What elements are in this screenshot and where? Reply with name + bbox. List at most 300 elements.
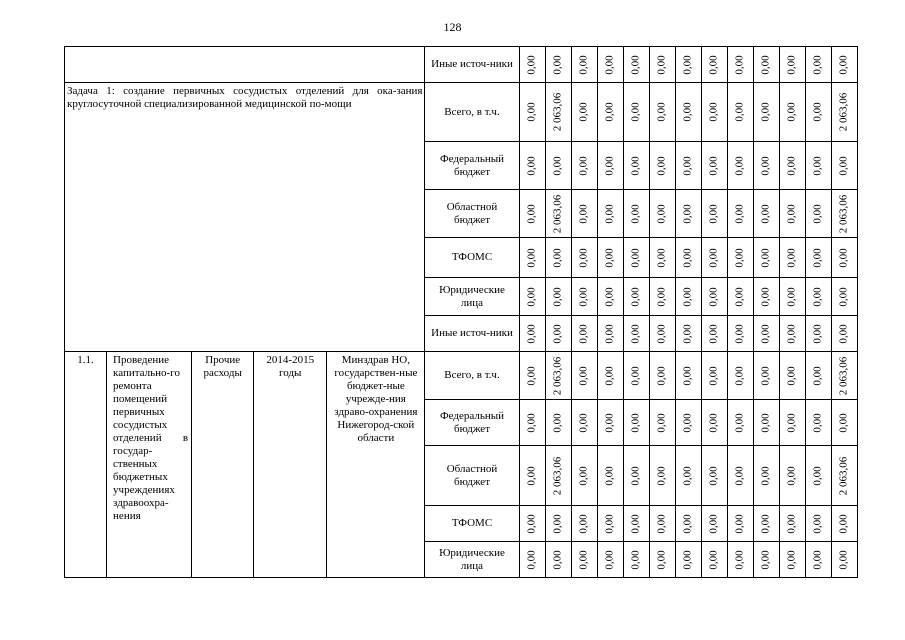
amount-value: 0,00 [759,247,772,268]
amount-cell [597,238,623,278]
amount-value: 2 063,06 [551,356,564,395]
amount-cell [597,47,623,83]
amount-cell [701,83,727,142]
amount-cell [519,446,545,506]
period: 2014-2015 годы [254,352,327,578]
amount-value: 0,00 [785,465,798,486]
amount-value: 0,00 [759,465,772,486]
amount-value: 0,00 [551,323,564,344]
amount-cell [779,506,805,542]
amount-cell [727,142,753,190]
amount-cell [675,190,701,238]
amount-cell [701,542,727,578]
amount-cell [545,142,571,190]
amount-value: 0,00 [603,54,616,75]
amount-cell [675,400,701,446]
amount-value: 0,00 [629,323,642,344]
amount-cell [675,316,701,352]
amount-value: 0,00 [785,54,798,75]
amount-cell [779,190,805,238]
amount-cell [597,446,623,506]
amount-value: 0,00 [655,247,668,268]
amount-cell [675,83,701,142]
amount-cell [753,352,779,400]
amount-value: 0,00 [759,513,772,534]
amount-value: 0,00 [603,465,616,486]
amount-cell [597,506,623,542]
amount-value: 0,00 [733,323,746,344]
amount-cell [571,238,597,278]
amount-value: 0,00 [785,513,798,534]
amount-value: 0,00 [655,412,668,433]
amount-cell [753,83,779,142]
amount-value: 0,00 [551,247,564,268]
amount-value: 0,00 [577,323,590,344]
amount-cell [649,83,675,142]
amount-cell [727,506,753,542]
amount-value: 0,00 [811,203,824,224]
funding-source: ТФОМС [425,506,519,542]
amount-cell [831,316,857,352]
amount-cell [571,83,597,142]
amount-value: 0,00 [525,286,538,307]
amount-cell [545,278,571,316]
amount-cell [519,190,545,238]
amount-cell [831,83,857,142]
amount-cell [805,190,831,238]
amount-cell [701,506,727,542]
funding-source: Федеральный бюджет [425,142,519,190]
amount-cell [597,83,623,142]
funding-source: Федеральный бюджет [425,400,519,446]
amount-cell [545,506,571,542]
amount-value: 0,00 [733,155,746,176]
amount-cell [753,506,779,542]
amount-value: 0,00 [707,155,720,176]
page-number: 128 [443,20,462,34]
amount-value: 0,00 [655,286,668,307]
amount-value: 0,00 [603,513,616,534]
amount-value: 0,00 [525,54,538,75]
amount-value: 0,00 [655,465,668,486]
amount-value: 0,00 [551,513,564,534]
amount-value: 0,00 [603,203,616,224]
amount-value: 0,00 [577,365,590,386]
amount-cell [701,47,727,83]
blank-cell [65,47,425,83]
amount-value: 0,00 [837,247,850,268]
amount-value: 0,00 [811,465,824,486]
amount-cell [675,542,701,578]
amount-value: 0,00 [603,102,616,122]
amount-cell [623,83,649,142]
amount-value: 0,00 [759,203,772,224]
amount-cell [649,352,675,400]
amount-cell [571,278,597,316]
amount-cell [571,190,597,238]
funding-source: Областной бюджет [425,190,519,238]
amount-cell [779,238,805,278]
amount-cell [753,278,779,316]
amount-value: 0,00 [785,365,798,386]
amount-cell [675,278,701,316]
amount-value: 2 063,06 [837,456,850,495]
amount-value: 0,00 [603,365,616,386]
amount-cell [519,506,545,542]
amount-value: 0,00 [525,465,538,486]
item-name: Проведение капитально-го ремонта помещений первичных сосудистых отделений в государ-ственных бюджетных учреждениях здравоохра-нения [107,352,192,578]
amount-value: 0,00 [603,155,616,176]
amount-cell [649,142,675,190]
amount-value: 0,00 [681,365,694,386]
amount-cell [623,352,649,400]
amount-value: 0,00 [525,323,538,344]
amount-cell [753,238,779,278]
amount-cell [545,446,571,506]
amount-cell [649,542,675,578]
amount-value: 0,00 [759,412,772,433]
amount-cell [805,83,831,142]
amount-value: 2 063,06 [551,456,564,495]
amount-value: 2 063,06 [551,194,564,233]
amount-cell [727,400,753,446]
amount-value: 0,00 [603,286,616,307]
amount-cell [571,47,597,83]
amount-value: 0,00 [629,465,642,486]
amount-cell [701,278,727,316]
amount-value: 0,00 [525,365,538,386]
funding-source: Иные источ-ники [425,47,519,83]
amount-cell [727,83,753,142]
amount-cell [831,506,857,542]
amount-cell [597,142,623,190]
amount-cell [519,316,545,352]
amount-cell [753,47,779,83]
amount-cell [779,142,805,190]
amount-cell [701,190,727,238]
funding-source: Юридические лица [425,542,519,578]
amount-value: 0,00 [681,54,694,75]
amount-cell [831,446,857,506]
amount-value: 0,00 [733,286,746,307]
amount-value: 0,00 [655,155,668,176]
amount-cell [727,238,753,278]
amount-cell [701,446,727,506]
amount-value: 0,00 [733,465,746,486]
amount-value: 0,00 [577,203,590,224]
amount-value: 0,00 [759,365,772,386]
amount-cell [649,316,675,352]
amount-value: 0,00 [629,286,642,307]
amount-cell [545,47,571,83]
amount-cell [753,316,779,352]
amount-value: 0,00 [837,323,850,344]
amount-value: 0,00 [603,549,616,570]
amount-cell [519,542,545,578]
amount-cell [623,47,649,83]
amount-value: 0,00 [707,549,720,570]
amount-cell [623,446,649,506]
amount-cell [519,278,545,316]
amount-value: 0,00 [681,465,694,486]
amount-value: 0,00 [525,412,538,433]
amount-value: 0,00 [655,102,668,122]
amount-value: 0,00 [551,412,564,433]
amount-value: 0,00 [629,54,642,75]
amount-value: 0,00 [707,203,720,224]
amount-value: 0,00 [733,513,746,534]
amount-cell [519,83,545,142]
amount-value: 0,00 [733,54,746,75]
amount-value: 0,00 [525,549,538,570]
amount-cell [571,142,597,190]
amount-cell [675,506,701,542]
amount-cell [805,446,831,506]
amount-cell [545,316,571,352]
amount-cell [753,142,779,190]
amount-cell [805,278,831,316]
amount-value: 0,00 [759,323,772,344]
amount-value: 0,00 [811,323,824,344]
amount-cell [597,542,623,578]
amount-cell [597,316,623,352]
amount-cell [805,400,831,446]
amount-value: 0,00 [707,54,720,75]
amount-value: 0,00 [785,549,798,570]
amount-value: 0,00 [759,286,772,307]
amount-value: 0,00 [681,412,694,433]
amount-value: 0,00 [525,203,538,224]
amount-cell [805,506,831,542]
amount-value: 0,00 [733,412,746,433]
amount-value: 0,00 [629,102,642,122]
amount-cell [623,400,649,446]
amount-value: 0,00 [577,549,590,570]
amount-value: 0,00 [577,513,590,534]
amount-cell [675,446,701,506]
amount-cell [623,506,649,542]
amount-cell [623,142,649,190]
amount-cell [831,278,857,316]
amount-cell [623,542,649,578]
amount-value: 0,00 [733,365,746,386]
amount-cell [597,190,623,238]
amount-cell [727,446,753,506]
amount-cell [675,142,701,190]
amount-value: 0,00 [681,102,694,122]
amount-cell [623,316,649,352]
amount-value: 0,00 [629,203,642,224]
amount-cell [545,238,571,278]
amount-cell [597,278,623,316]
funding-source: Всего, в т.ч. [425,352,519,400]
amount-cell [805,142,831,190]
amount-value: 0,00 [655,513,668,534]
amount-value: 0,00 [577,155,590,176]
amount-value: 0,00 [733,247,746,268]
amount-cell [571,352,597,400]
amount-value: 0,00 [577,102,590,122]
amount-value: 0,00 [629,365,642,386]
amount-cell [519,47,545,83]
amount-value: 0,00 [577,54,590,75]
amount-cell [727,190,753,238]
amount-value: 0,00 [733,549,746,570]
amount-value: 2 063,06 [837,92,850,132]
amount-cell [779,83,805,142]
amount-value: 0,00 [629,513,642,534]
amount-cell [675,238,701,278]
amount-cell [805,542,831,578]
amount-value: 0,00 [681,203,694,224]
amount-value: 0,00 [785,286,798,307]
amount-cell [675,47,701,83]
amount-cell [545,400,571,446]
amount-cell [649,400,675,446]
amount-value: 0,00 [655,54,668,75]
amount-cell [727,278,753,316]
funding-source: Юридические лица [425,278,519,316]
amount-value: 0,00 [551,54,564,75]
amount-cell [727,47,753,83]
amount-value: 0,00 [629,549,642,570]
amount-cell [779,278,805,316]
amount-value: 0,00 [811,102,824,122]
amount-value: 2 063,06 [837,194,850,233]
amount-value: 0,00 [681,323,694,344]
amount-value: 0,00 [733,203,746,224]
amount-cell [831,190,857,238]
amount-value: 0,00 [681,247,694,268]
amount-value: 0,00 [551,155,564,176]
amount-cell [779,47,805,83]
funding-source: Иные источ-ники [425,316,519,352]
amount-value: 0,00 [811,549,824,570]
funding-source: Областной бюджет [425,446,519,506]
table-row [65,352,858,400]
amount-cell [545,83,571,142]
amount-value: 0,00 [707,365,720,386]
amount-value: 0,00 [707,513,720,534]
amount-cell [519,400,545,446]
amount-value: 0,00 [707,286,720,307]
amount-cell [779,446,805,506]
amount-value: 0,00 [811,155,824,176]
item-number: 1.1. [65,352,107,578]
amount-cell [519,352,545,400]
funding-source: Всего, в т.ч. [425,83,519,142]
amount-value: 0,00 [707,247,720,268]
amount-cell [623,190,649,238]
amount-value: 0,00 [603,323,616,344]
amount-value: 0,00 [785,155,798,176]
amount-cell [597,400,623,446]
amount-cell [701,238,727,278]
amount-value: 0,00 [811,365,824,386]
table-row [65,83,858,142]
executor: Минздрав НО, государствен-ные бюджет-ные учрежде-ния здраво-охранения Нижегород-ской области [327,352,425,578]
amount-value: 0,00 [785,323,798,344]
amount-cell [571,316,597,352]
amount-cell [545,352,571,400]
amount-cell [831,142,857,190]
amount-value: 0,00 [577,247,590,268]
amount-value: 0,00 [759,54,772,75]
amount-value: 0,00 [785,247,798,268]
amount-cell [649,47,675,83]
amount-value: 0,00 [785,203,798,224]
amount-value: 0,00 [707,323,720,344]
amount-value: 0,00 [629,155,642,176]
amount-value: 0,00 [629,412,642,433]
amount-cell [753,400,779,446]
amount-value: 0,00 [837,286,850,307]
amount-value: 0,00 [837,54,850,75]
amount-cell [779,352,805,400]
amount-cell [545,190,571,238]
amount-value: 0,00 [837,412,850,433]
amount-value: 0,00 [837,155,850,176]
amount-cell [779,542,805,578]
amount-cell [805,238,831,278]
amount-cell [727,542,753,578]
amount-cell [805,316,831,352]
amount-value: 0,00 [811,247,824,268]
amount-cell [519,238,545,278]
amount-cell [649,278,675,316]
amount-cell [649,238,675,278]
amount-value: 0,00 [811,54,824,75]
funding-source: ТФОМС [425,238,519,278]
amount-value: 0,00 [681,513,694,534]
amount-cell [701,142,727,190]
amount-value: 0,00 [603,412,616,433]
amount-value: 0,00 [577,465,590,486]
amount-value: 0,00 [837,513,850,534]
amount-value: 0,00 [655,323,668,344]
amount-value: 0,00 [785,412,798,433]
table-row [65,47,858,83]
amount-cell [753,542,779,578]
amount-cell [597,352,623,400]
amount-value: 0,00 [603,247,616,268]
amount-value: 0,00 [785,102,798,122]
amount-cell [701,316,727,352]
amount-value: 0,00 [525,102,538,122]
amount-cell [701,352,727,400]
amount-value: 0,00 [733,102,746,122]
amount-cell [831,47,857,83]
amount-value: 0,00 [525,155,538,176]
amount-cell [727,316,753,352]
amount-value: 0,00 [655,203,668,224]
amount-value: 0,00 [525,513,538,534]
amount-cell [701,400,727,446]
amount-cell [571,400,597,446]
amount-value: 0,00 [837,549,850,570]
amount-cell [831,352,857,400]
amount-cell [571,542,597,578]
amount-cell [571,506,597,542]
amount-value: 0,00 [655,549,668,570]
amount-value: 0,00 [707,102,720,122]
amount-value: 0,00 [707,412,720,433]
amount-cell [649,446,675,506]
amount-value: 0,00 [707,465,720,486]
budget-table [64,46,858,578]
amount-cell [831,400,857,446]
amount-value: 0,00 [759,155,772,176]
